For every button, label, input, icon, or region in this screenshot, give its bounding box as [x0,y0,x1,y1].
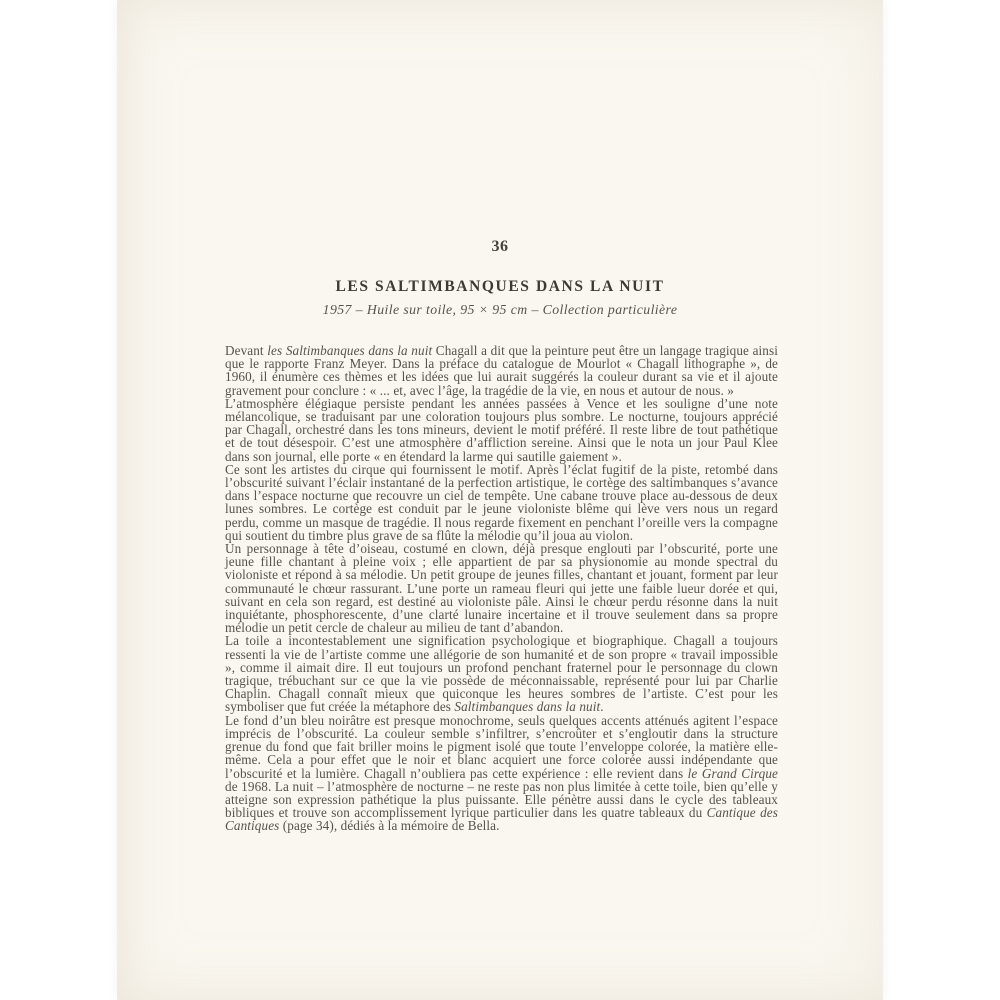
page-number: 36 [491,238,509,255]
article-title: LES SALTIMBANQUES DANS LA NUIT [335,278,665,295]
body-text: La toile a incontestablement une signification psychologique et biographique. Chagall a toujours ressenti la vie de l’artiste comme une allégorie de son humanité et de son propre « travail impossible », comme il aimait dire. Il eut toujours un profond penchant fraternel pour le personnage du clown tragique, trébuchant sur ce que la vie possède de méconnaissable, représenté pour lui par Charlie Chaplin. Chagall connaît mieux que quiconque les heures sombres de l’artiste. C’est pour les symboliser que fut créée la métaphore des [225,633,778,715]
italic-text: Saltimbanques dans la nuit [454,699,601,715]
paragraph [225,714,778,833]
paragraph [225,634,778,713]
body-text: Chagall a dit que la peinture peut être un langage tragique ainsi que le rapporte Franz Meyer. Dans la préface du catalogue de Mourlot « Chagall lithographe », de 1960, il énumère ces thèmes et les idées que lui aurait suggérés la couleur durant sa vie et il ajoute gravement pour conclure : « ... et, avec l’âge, la tragédie de la vie, en nous et autour de nous. » [225,343,778,398]
italic-text: le Grand Cirque [687,765,778,781]
italic-text: les Saltimbanques dans la nuit [267,343,433,358]
artwork-caption: 1957 – Huile sur toile, 95 × 95 cm – Collection particulière [322,302,678,317]
paragraph [225,542,778,634]
body-text: L’atmosphère élégiaque persiste pendant les années passées à Vence et les souligne d’une note mélancolique, se traduisant par une coloration toujours plus sombre. Le nocturne, toujours apprécié par Chagall, orchestré dans les tons mineurs, devient le motif préféré. Il reste libre de tout pathétique et de tout désespoir. C’est une atmosphère d’affliction sereine. Ainsi que le nota un jour Paul Klee dans son journal, elle porte « en étendard la larme qui sautille gaiement ». [225,395,778,464]
book-page [117,0,883,1000]
body-text: Ce sont les artistes du cirque qui fournissent le motif. Après l’éclat fugitif de la piste, retombé dans l’obscurité suivant l’éclair instantané de la perfection artistique, le cortège des saltimbanques s’avance dans l’espace nocturne que recouvre un ciel de tempête. Une cabane trouve place au-dessous de deux lunes sombres. Le cortège est conduit par le jeune violoniste blême qui lève vers nous un regard perdu, comme un masque de tragédie. Il nous regarde fixement en penchant l’oreille vers la compagne qui soutient du timbre plus grave de sa flûte la mélodie qu’il joua au violon. [225,461,778,543]
paragraph [225,397,778,463]
paragraph [225,344,778,397]
body-text: . [600,699,604,715]
article-body [225,344,778,833]
paragraph [225,463,778,542]
body-text: Devant [225,343,268,358]
italic-text: Cantique des Cantiques [225,805,778,834]
body-text: Le fond d’un bleu noirâtre est presque monochrome, seuls quelques accents atténués agitent l’espace imprécis de l’obscurité. La couleur semble s’infiltrer, s’encroûter et s’engloutir dans la structure grenue du fond que fait briller moins le pigment isolé que toute l’enveloppe colorée, la matière elle-même. Cela a pour effet que le noir et blanc acquiert une force colorée aussi indépendante que l’obscurité et la lumière. Chagall n’oubliera pas cette expérience : elle revient dans [225,712,778,781]
body-text: Un personnage à tête d’oiseau, costumé en clown, déjà presque englouti par l’obscurité, porte une jeune fille chantant à pleine voix ; elle appartient de par sa physionomie au monde spectral du violoniste et répond à sa mélodie. Un petit groupe de jeunes filles, chantant et jouant, forment par leur communauté le chœur rassurant. L’une porte un rameau fleuri qui jette une faible lueur dorée et qui, suivant en cela son regard, est destiné au violoniste pâle. Ainsi le chœur perdu résonne dans la nuit inquiétante, phosphorescente, d’une clarté lunaire incertaine et il trouve seulement dans sa propre mélodie un petit cercle de chaleur au milieu de tant d’abandon. [225,541,778,636]
body-text: (page 34), dédiés à la mémoire de Bella. [279,818,500,834]
body-text: de 1968. La nuit – l’atmosphère de nocturne – ne reste pas non plus limitée à cette toile, bien qu’elle y atteigne son expression pathétique la plus puissante. Elle pénètre aussi dans le cycle des tableaux bibliques et trouve son accomplissement lyrique particulier dans les quatre tableaux du [225,778,778,821]
